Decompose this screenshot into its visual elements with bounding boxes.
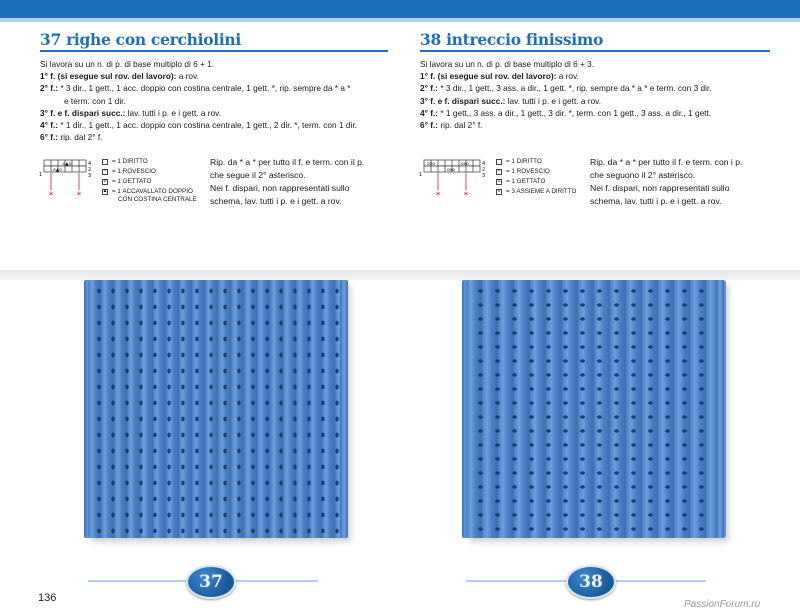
knit-swatch-photo: [88, 280, 348, 538]
knit-swatch-photo: [466, 280, 726, 538]
instruction-line: Si lavora su un n. di p. di base multiplo di 6 + 3.: [420, 59, 595, 69]
stitch-chart: [418, 156, 490, 200]
svg-text:*: *: [463, 191, 469, 200]
svg-text:oxo: oxo: [427, 162, 435, 167]
instruction-line: 6° f.: rip. dal 2° f.: [420, 120, 483, 131]
legend-item: x = 3 ASSIEME A DIRITTO: [497, 188, 577, 195]
svg-text:4: 4: [88, 161, 92, 167]
double-decrease-symbol-icon: ▲: [102, 188, 108, 194]
legend-item: – = 1 ROVESCIO: [103, 168, 156, 175]
svg-text:*: *: [76, 191, 82, 200]
instruction-line: 4° f.: * 1 dir., 1 gett., 1 acc. doppio con costina centrale, 1 gett., 2 dir. *, term. con 1 dir.: [40, 120, 357, 131]
legend-item: o = 1 GETTATO: [103, 178, 152, 185]
svg-text:3: 3: [88, 173, 92, 179]
yarn-over-symbol-icon: o: [497, 178, 501, 184]
svg-text:2: 2: [88, 167, 92, 173]
instructions: [40, 58, 357, 143]
svg-text:o▲o: o▲o: [53, 168, 62, 173]
title-rule: [40, 50, 388, 52]
instruction-line: 3° f. e f. dispari succ.: lav. tutti i p. e i gett. a rov.: [40, 107, 222, 118]
instruction-line: 6° f.: rip. dal 2° f.: [40, 132, 103, 143]
instruction-line: 2° f.: * 3 dir., 1 gett., 3 ass. a dir., 1 gett. *, rip. sempre da * a * e term. con 3 dir.: [420, 83, 712, 94]
instruction-line: 2° f.: * 3 dir., 1 gett., 1 acc. doppio con costina centrale, 1 gett. *, rip. sempre da * a *: [40, 83, 351, 94]
legend-item: ▲ = 1 ACCAVALLATO DOPPIO: [102, 188, 193, 195]
instructions: [420, 58, 712, 131]
legend-item: = 1 DIRITTO: [496, 157, 576, 167]
svg-text:oxo: oxo: [447, 168, 455, 173]
swatch-edge: [716, 280, 724, 538]
legend-item: CON COSTINA CENTRALE: [118, 196, 197, 203]
yarn-over-symbol-icon: o: [103, 178, 107, 184]
chart-legend: [496, 157, 576, 197]
svg-text:4: 4: [482, 161, 486, 167]
title-rule: [420, 50, 770, 52]
swatch-edge: [340, 280, 348, 538]
legend-item: o = 1 GETTATO: [497, 178, 546, 185]
svg-text:1: 1: [39, 172, 43, 178]
instruction-line: 1° f. (si esegue sul rov. del lavoro): a rov.: [420, 71, 579, 82]
pattern-title: 37 righe con cerchiolini: [40, 30, 241, 49]
instruction-line: e term. con 1 dir.: [64, 95, 126, 106]
legend-item: – = 1 ROVESCIO: [497, 168, 550, 175]
knit-symbol-icon: [496, 159, 502, 165]
page-number: 136: [38, 592, 57, 604]
knit-symbol-icon: [102, 159, 108, 165]
svg-text:3: 3: [482, 173, 486, 179]
pattern-number-badge: 37: [186, 565, 236, 599]
instruction-line: Si lavora su un n. di p. di base multiplo di 6 + 1.: [40, 59, 215, 69]
pattern-number-badge: 38: [566, 565, 616, 599]
instruction-line: 1° f. (si esegue sul rov. del lavoro): a rov.: [40, 71, 199, 82]
purl-symbol-icon: –: [497, 168, 501, 174]
chart-note: Rip. da * a * per tutto il f. e term. con i p. che seguono il 2° asterisco. Nei f. dispari, non rappresentati sullo schema, lav. tutti i p. e i gett. a rov.: [590, 157, 743, 206]
chart-legend: [102, 157, 197, 205]
svg-text:*: *: [48, 191, 54, 200]
watermark: PassionForum.ru: [684, 599, 761, 610]
knit-three-together-symbol-icon: x: [497, 188, 501, 194]
instruction-line: 3° f. e f. dispari succ.: lav. tutti i p. e i gett. a rov.: [420, 95, 602, 106]
legend-item: = 1 DIRITTO: [102, 157, 197, 167]
svg-text:1: 1: [419, 172, 423, 178]
svg-text:2: 2: [482, 167, 486, 173]
purl-symbol-icon: –: [103, 168, 107, 174]
instruction-line: 4° f.: * 1 gett., 3 ass. a dir., 1 gett., 3 dir. *, term. con 1 gett., 3 ass. a dir., 1 gett.: [420, 107, 712, 118]
svg-text:*: *: [435, 191, 441, 200]
svg-text:oxo: oxo: [461, 162, 469, 167]
stitch-chart: [38, 156, 96, 200]
swatch-hanger-band: [0, 270, 800, 280]
chart-note: Rip. da * a * per tutto il f. e term. con il p. che segue il 2° asterisco. Nei f. dispari, non rappresentati sullo schema, lav. tutti i p. e i gett. a rov.: [210, 157, 365, 206]
pattern-title: 38 intreccio finissimo: [420, 30, 604, 49]
svg-text:o▲o: o▲o: [62, 162, 72, 167]
